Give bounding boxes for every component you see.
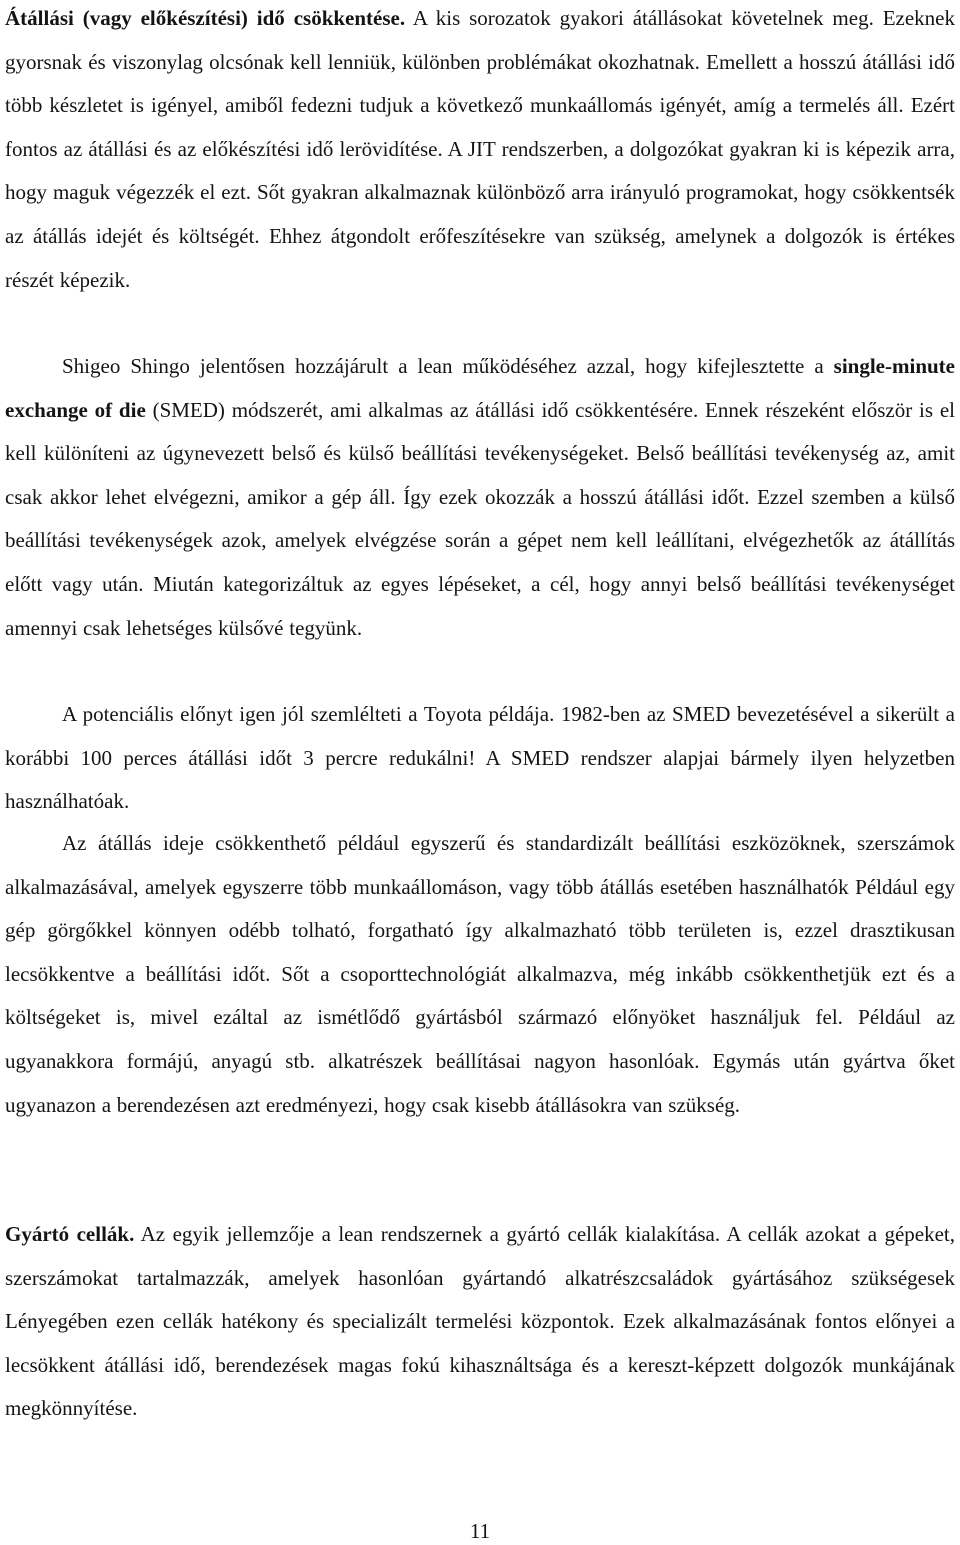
paragraph-text: (SMED) módszerét, ami alkalmas az átállási idő csökkentésére. Ennek részeként először is el kell különíteni az úgynevezett belső és külső beállítási tevékenységeket. Belső beállítási tevékenység az, amit csak akkor lehet elvégezni, amikor a gép áll. Így ezek okozzák a hosszú átállási időt. Ezzel szemben a külső beállítási tevékenységek azok, amelyek elvégzése során a gépet nem kell leállítani, elvégezhetők az átállítás előtt vagy után. Miután kategorizáltuk az egyes lépéseket, a cél, hogy annyi belső beállítási tevékenységet amennyi csak lehetséges külsővé tegyünk. xyxy=(5,397,955,640)
term-smed: single-minute exchange of die xyxy=(5,354,955,422)
paragraph-text: Az egyik jellemzője a lean rendszernek a gyártó cellák kialakítása. A cellák azokat a gépeket, szerszámokat tartalmazzák, amelyek hasonlóan gyártandó alkatrészcsaládok gyártásához szükségesek Lényegében ezen cellák hatékony és specializált termelési központok. Ezek alkalmazásának fontos előnyei a lecsökkent átállási idő, berendezések magas fokú kihasználtsága és a kereszt-képzett dolgozók munkájának megkönnyítése. xyxy=(5,1222,956,1421)
paragraph-setup-tools xyxy=(5,822,955,1127)
paragraph-text: Az átállás ideje csökkenthető például egyszerű és standardizált beállítási eszközöknek, szerszámok alkalmazásával, amelyek egyszerre több munkaállomáson, vagy több átállás esetében használhatók Például egy gép görgőkkel könnyen odébb tolható, forgatható így alkalmazható több területen is, ezzel drasztikusan lecsökkentve a beállítási időt. Sőt a csoporttechnológiát alkalmazva, még inkább csökkenthetjük ezt és a költségeket is, mivel ezáltal az ismétlődő gyártásból származó előnyöket használjuk fel. Például az ugyanakkora formájú, anyagú stb. alkatrészek beállításai nagyon hasonlóak. Egymás után gyártva őket ugyanazon a berendezésen azt eredményezi, hogy csak kisebb átállásokra van szükség. xyxy=(5,831,955,1117)
heading-setup-time-reduction: Átállási (vagy előkészítési) idő csökkentése. xyxy=(5,6,406,30)
paragraph-manufacturing-cells xyxy=(5,1213,955,1431)
paragraph-text: A kis sorozatok gyakori átállásokat követelnek meg. Ezeknek gyorsnak és viszonylag olcsónak kell lenniük, különben problémákat okozhatnak. Emellett a hosszú átállási idő több készletet is igényel, amiből fedezni tudjuk a következő munkaállomás igényét, amíg a termelés áll. Ezért fontos az átállási és az előkészítési idő lerövidítése. A JIT rendszerben, a dolgozókat gyakran ki is képezik arra, hogy maguk végezzék el ezt. Sőt gyakran alkalmaznak különböző arra irányuló programokat, hogy csökkentsék az átállás idejét és költségét. Ehhez átgondolt erőfeszítésekre van szükség, amelynek a dolgozók is értékes részét képezik. xyxy=(5,6,955,292)
paragraph-text: A potenciális előnyt igen jól szemlélteti a Toyota példája. 1982-ben az SMED bevezetésével a sikerült a korábbi 100 perces átállási időt 3 percre redukálni! A SMED rendszer alapjai bármely ilyen helyzetben használhatóak. xyxy=(5,702,955,814)
page-number: 11 xyxy=(469,1519,491,1543)
paragraph-smed-method xyxy=(5,345,955,650)
paragraph-toyota-example xyxy=(5,693,955,824)
document-page xyxy=(5,0,955,1545)
heading-manufacturing-cells: Gyártó cellák. xyxy=(5,1222,135,1246)
paragraph-text: Shigeo Shingo jelentősen hozzájárult a lean működéséhez azzal, hogy kifejlesztette a xyxy=(62,354,834,378)
paragraph-setup-time-reduction xyxy=(5,0,955,302)
